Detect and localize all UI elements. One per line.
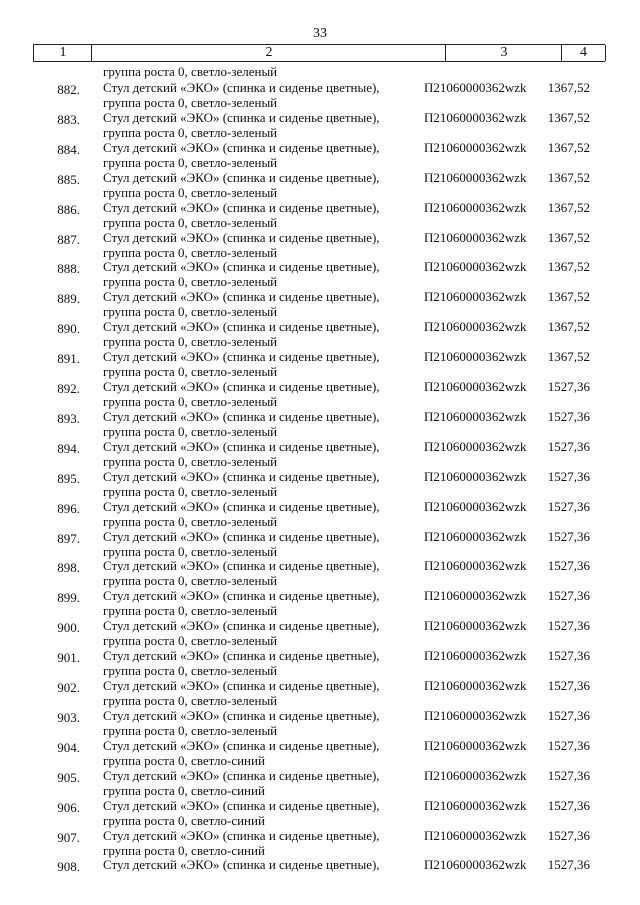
table-row (0, 499, 640, 529)
row-code: П21060000362wzk (424, 678, 527, 693)
row-number: 884. (57, 141, 80, 157)
header-col-1: 1 (33, 45, 92, 61)
description-line-2: группа роста 0, светло-зеленый (103, 304, 278, 320)
table-row (0, 349, 640, 379)
description-line-2: группа роста 0, светло-зеленый (103, 334, 278, 350)
description-line-2: группа роста 0, светло-зеленый (103, 603, 278, 619)
row-description (103, 857, 403, 872)
description-line-1: Стул детский «ЭКО» (спинка и сиденье цветные), (103, 498, 380, 514)
row-number: 901. (57, 650, 80, 666)
header-col-2: 2 (91, 45, 446, 61)
row-code: П21060000362wzk (424, 588, 527, 604)
row-description (103, 798, 403, 828)
table-row (0, 140, 640, 170)
table-row (0, 439, 640, 469)
row-number: 889. (57, 291, 80, 307)
description-line-2: группа роста 0, светло-зеленый (103, 423, 278, 439)
description-line-1: Стул детский «ЭКО» (спинка и сиденье цветные), (103, 648, 380, 664)
row-code: П21060000362wzk (424, 289, 527, 305)
description-line-1: Стул детский «ЭКО» (спинка и сиденье цветные), (103, 259, 380, 275)
description-line-2: группа роста 0, светло-зеленый (103, 483, 278, 499)
page-number: 33 (313, 26, 327, 41)
description-line-1: Стул детский «ЭКО» (спинка и сиденье цветные), (103, 438, 380, 454)
description-line-2: группа роста 0, светло-синий (103, 752, 265, 768)
description-line-2: группа роста 0, светло-зеленый (103, 633, 278, 649)
row-price: 1367,52 (547, 319, 590, 335)
row-number: 886. (57, 201, 80, 217)
row-description (103, 708, 403, 738)
row-price: 1527,36 (547, 648, 590, 664)
row-number: 904. (57, 739, 80, 755)
row-code: П21060000362wzk (424, 408, 527, 424)
row-description (103, 738, 403, 768)
row-number: 898. (57, 560, 80, 576)
row-code: П21060000362wzk (424, 379, 527, 394)
table-row (0, 648, 640, 678)
description-line-2: группа роста 0, светло-зеленый (103, 693, 278, 708)
description-line-1: Стул детский «ЭКО» (спинка и сиденье цветные), (103, 707, 380, 723)
row-price: 1527,36 (547, 498, 590, 514)
row-description (103, 558, 403, 588)
description-line-1: Стул детский «ЭКО» (спинка и сиденье цветные), (103, 588, 380, 604)
description-line-1: Стул детский «ЭКО» (спинка и сиденье цветные), (103, 229, 380, 245)
row-price: 1367,52 (547, 80, 590, 95)
row-code: П21060000362wzk (424, 618, 527, 634)
row-number: 907. (57, 829, 80, 845)
row-number: 888. (57, 261, 80, 277)
row-price: 1527,36 (547, 827, 590, 843)
row-number: 891. (57, 351, 80, 367)
table-row (0, 678, 640, 708)
table-header (33, 44, 605, 62)
row-number: 885. (57, 171, 80, 187)
row-price: 1527,36 (547, 379, 590, 394)
row-number: 883. (57, 111, 80, 127)
table-row (0, 738, 640, 768)
description-line-2: группа роста 0, светло-зеленый (103, 124, 278, 140)
row-price: 1527,36 (547, 588, 590, 604)
row-number: 905. (57, 769, 80, 785)
row-price: 1367,52 (547, 229, 590, 245)
row-price: 1367,52 (547, 289, 590, 305)
row-description (103, 200, 403, 230)
row-price: 1527,36 (547, 438, 590, 454)
row-code: П21060000362wzk (424, 438, 527, 454)
table-row (0, 170, 640, 200)
row-code: П21060000362wzk (424, 797, 527, 813)
description-line-1: Стул детский «ЭКО» (спинка и сиденье цветные), (103, 737, 380, 753)
row-price: 1527,36 (547, 797, 590, 813)
row-code: П21060000362wzk (424, 528, 527, 544)
row-description (103, 289, 403, 319)
description-line-2: группа роста 0, светло-зеленый (103, 394, 278, 409)
row-number: 906. (57, 799, 80, 815)
description-line-2: группа роста 0, светло-зеленый (103, 214, 278, 230)
description-line-2: группа роста 0, светло-синий (103, 812, 265, 828)
table-row (0, 409, 640, 439)
description-line-1: Стул детский «ЭКО» (спинка и сиденье цветные), (103, 408, 380, 424)
row-code: П21060000362wzk (424, 259, 527, 275)
description-line-2: группа роста 0, светло-зеленый (103, 722, 278, 738)
row-description (103, 499, 403, 529)
row-code: П21060000362wzk (424, 558, 527, 574)
description-line-2: группа роста 0, светло-зеленый (103, 184, 278, 200)
table-row (0, 259, 640, 289)
row-price: 1367,52 (547, 169, 590, 185)
row-price: 1527,36 (547, 618, 590, 634)
row-description (103, 349, 403, 379)
table-row (0, 798, 640, 828)
row-description (103, 140, 403, 170)
description-line-2: группа роста 0, светло-зеленый (103, 274, 278, 290)
row-number: 897. (57, 530, 80, 546)
row-code: П21060000362wzk (424, 498, 527, 514)
row-code: П21060000362wzk (424, 199, 527, 215)
row-code: П21060000362wzk (424, 737, 527, 753)
table-row (0, 319, 640, 349)
row-code: П21060000362wzk (424, 827, 527, 843)
row-code: П21060000362wzk (424, 349, 527, 365)
row-code: П21060000362wzk (424, 80, 527, 95)
row-description (103, 379, 403, 409)
table-row (0, 588, 640, 618)
row-number: 899. (57, 590, 80, 606)
row-code: П21060000362wzk (424, 857, 527, 873)
row-price: 1527,36 (547, 468, 590, 484)
row-number: 887. (57, 231, 80, 247)
row-description (103, 678, 403, 708)
table-row (0, 857, 640, 887)
row-description (103, 110, 403, 140)
row-code: П21060000362wzk (424, 648, 527, 664)
header-col-3: 3 (445, 45, 562, 61)
row-description (103, 230, 403, 260)
table-row (0, 768, 640, 798)
description-line-2: группа роста 0, светло-зеленый (103, 364, 278, 380)
row-price: 1367,52 (547, 109, 590, 125)
description-line-2: группа роста 0, светло-синий (103, 842, 265, 858)
row-description (103, 469, 403, 499)
row-description (103, 319, 403, 349)
row-number: 900. (57, 620, 80, 636)
table-row (0, 618, 640, 648)
row-description (103, 588, 403, 618)
table-row (0, 529, 640, 559)
row-description (103, 80, 403, 110)
table-row (0, 289, 640, 319)
row-code: П21060000362wzk (424, 139, 527, 155)
row-code: П21060000362wzk (424, 707, 527, 723)
table-row (0, 200, 640, 230)
row-price: 1527,36 (547, 408, 590, 424)
row-number: 882. (57, 82, 80, 97)
row-price: 1527,36 (547, 857, 590, 873)
description-line-1: Стул детский «ЭКО» (спинка и сиденье цветные), (103, 289, 380, 305)
description-line-1: Стул детский «ЭКО» (спинка и сиденье цветные), (103, 797, 380, 813)
description-line-2: группа роста 0, светло-зеленый (103, 663, 278, 679)
row-description (103, 648, 403, 678)
description-line-1: Стул детский «ЭКО» (спинка и сиденье цветные), (103, 349, 380, 365)
row-price: 1367,52 (547, 259, 590, 275)
description-line-1: Стул детский «ЭКО» (спинка и сиденье цветные), (103, 468, 380, 484)
description-line-2: группа роста 0, светло-зеленый (103, 543, 278, 559)
description-line-1: Стул детский «ЭКО» (спинка и сиденье цветные), (103, 827, 380, 843)
row-number: 892. (57, 381, 80, 396)
row-number: 894. (57, 440, 80, 456)
row-code: П21060000362wzk (424, 319, 527, 335)
row-price: 1527,36 (547, 528, 590, 544)
row-description (103, 618, 403, 648)
description-line-1: Стул детский «ЭКО» (спинка и сиденье цветные), (103, 618, 380, 634)
table-row (0, 708, 640, 738)
continued-description: группа роста 0, светло-зеленый (103, 64, 278, 79)
row-price: 1367,52 (547, 199, 590, 215)
table-row (0, 558, 640, 588)
row-number: 902. (57, 680, 80, 695)
table-row (0, 110, 640, 140)
description-line-2: группа роста 0, светло-зеленый (103, 573, 278, 589)
row-description (103, 439, 403, 469)
description-line-2: группа роста 0, светло-зеленый (103, 154, 278, 170)
description-line-1: Стул детский «ЭКО» (спинка и сиденье цветные), (103, 558, 380, 574)
row-price: 1527,36 (547, 767, 590, 783)
description-line-1: Стул детский «ЭКО» (спинка и сиденье цветные), (103, 169, 380, 185)
row-price: 1527,36 (547, 737, 590, 753)
description-line-1: Стул детский «ЭКО» (спинка и сиденье цветные), (103, 678, 380, 693)
row-number: 896. (57, 500, 80, 516)
row-description (103, 170, 403, 200)
table-row (0, 230, 640, 260)
row-description (103, 409, 403, 439)
row-number: 908. (57, 859, 80, 875)
row-description (103, 768, 403, 798)
row-price: 1367,52 (547, 139, 590, 155)
description-line-1: Стул детский «ЭКО» (спинка и сиденье цветные), (103, 767, 380, 783)
description-line-1: Стул детский «ЭКО» (спинка и сиденье цветные), (103, 319, 380, 335)
row-code: П21060000362wzk (424, 229, 527, 245)
row-description (103, 259, 403, 289)
description-line-2: группа роста 0, светло-синий (103, 782, 265, 798)
description-line-1: Стул детский «ЭКО» (спинка и сиденье цветные), (103, 379, 380, 394)
row-code: П21060000362wzk (424, 169, 527, 185)
row-number: 903. (57, 709, 80, 725)
description-line-2: группа роста 0, светло-зеленый (103, 95, 278, 110)
description-line-2: группа роста 0, светло-зеленый (103, 453, 278, 469)
table-row (0, 828, 640, 858)
description-line-1: Стул детский «ЭКО» (спинка и сиденье цветные), (103, 139, 380, 155)
description-line-1: Стул детский «ЭКО» (спинка и сиденье цветные), (103, 80, 380, 95)
row-code: П21060000362wzk (424, 109, 527, 125)
row-price: 1527,36 (547, 707, 590, 723)
description-line-1: Стул детский «ЭКО» (спинка и сиденье цветные), (103, 528, 380, 544)
header-col-4: 4 (561, 45, 606, 61)
row-description (103, 828, 403, 858)
description-line-1: Стул детский «ЭКО» (спинка и сиденье цветные), (103, 199, 380, 215)
description-line-2: группа роста 0, светло-зеленый (103, 244, 278, 260)
row-price: 1527,36 (547, 678, 590, 693)
table-row (0, 469, 640, 499)
row-code: П21060000362wzk (424, 468, 527, 484)
row-number: 895. (57, 470, 80, 486)
table-row (0, 379, 640, 409)
row-code: П21060000362wzk (424, 767, 527, 783)
table-row (0, 80, 640, 110)
row-price: 1527,36 (547, 558, 590, 574)
description-line-1: Стул детский «ЭКО» (спинка и сиденье цветные), (103, 857, 380, 873)
description-line-2: группа роста 0, светло-зеленый (103, 513, 278, 529)
row-number: 890. (57, 321, 80, 337)
row-description (103, 529, 403, 559)
row-price: 1367,52 (547, 349, 590, 365)
row-number: 893. (57, 410, 80, 426)
description-line-1: Стул детский «ЭКО» (спинка и сиденье цветные), (103, 109, 380, 125)
